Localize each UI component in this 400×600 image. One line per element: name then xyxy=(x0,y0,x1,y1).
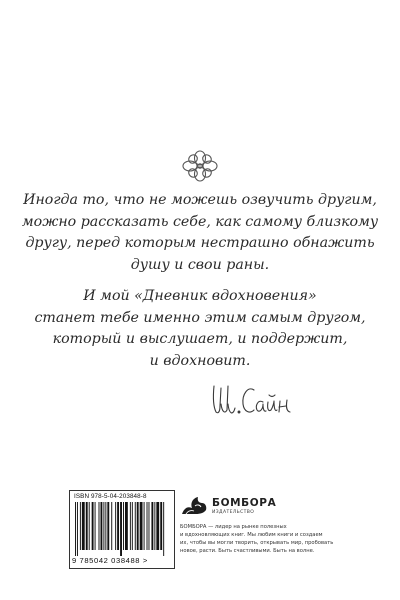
blurb-line: их, чтобы вы могли творить, открывать мир, пробовать xyxy=(180,540,334,546)
quote-line: душу и свои раны. xyxy=(130,256,270,273)
quote-line: И мой «Дневник вдохновения» xyxy=(83,288,317,304)
quote-line: станет тебе именно этим самым другом, xyxy=(34,309,366,326)
quote-paragraph-1 xyxy=(0,190,400,276)
quote-line: который и выслушает, и поддержит, xyxy=(52,331,348,347)
barcode-icon xyxy=(75,502,168,556)
blurb-line: БОМБОРА — лидер на рынке полезных xyxy=(180,524,287,530)
publisher-name: БОМБОРА xyxy=(212,497,277,509)
barcode-box xyxy=(69,490,175,569)
bombora-logo-icon xyxy=(180,494,208,516)
author-signature xyxy=(208,374,304,430)
quote-line: и вдохновит. xyxy=(149,352,251,369)
blurb-line: и вдохновляющих книг. Мы любим книги и создаем xyxy=(180,532,323,538)
publisher-subtitle: ИЗДАТЕЛЬСТВО xyxy=(212,510,255,515)
blurb-line: новое, расти. Быть счастливыми. Быть на волне. xyxy=(180,548,315,554)
barcode-digits: 9 785042 038488 > xyxy=(72,556,148,565)
isbn-label: ISBN 978-5-04-203848-8 xyxy=(74,493,147,500)
quote-line: Иногда то, что не можешь озвучить другим, xyxy=(23,192,377,208)
floral-ornament-icon xyxy=(179,148,221,184)
publisher-blurb xyxy=(180,523,340,555)
quote-line: другу, перед которым нестрашно обнажить xyxy=(25,235,375,251)
quote-line: можно рассказать себе, как самому близкому xyxy=(21,213,379,230)
quote-paragraph-2 xyxy=(0,286,400,372)
